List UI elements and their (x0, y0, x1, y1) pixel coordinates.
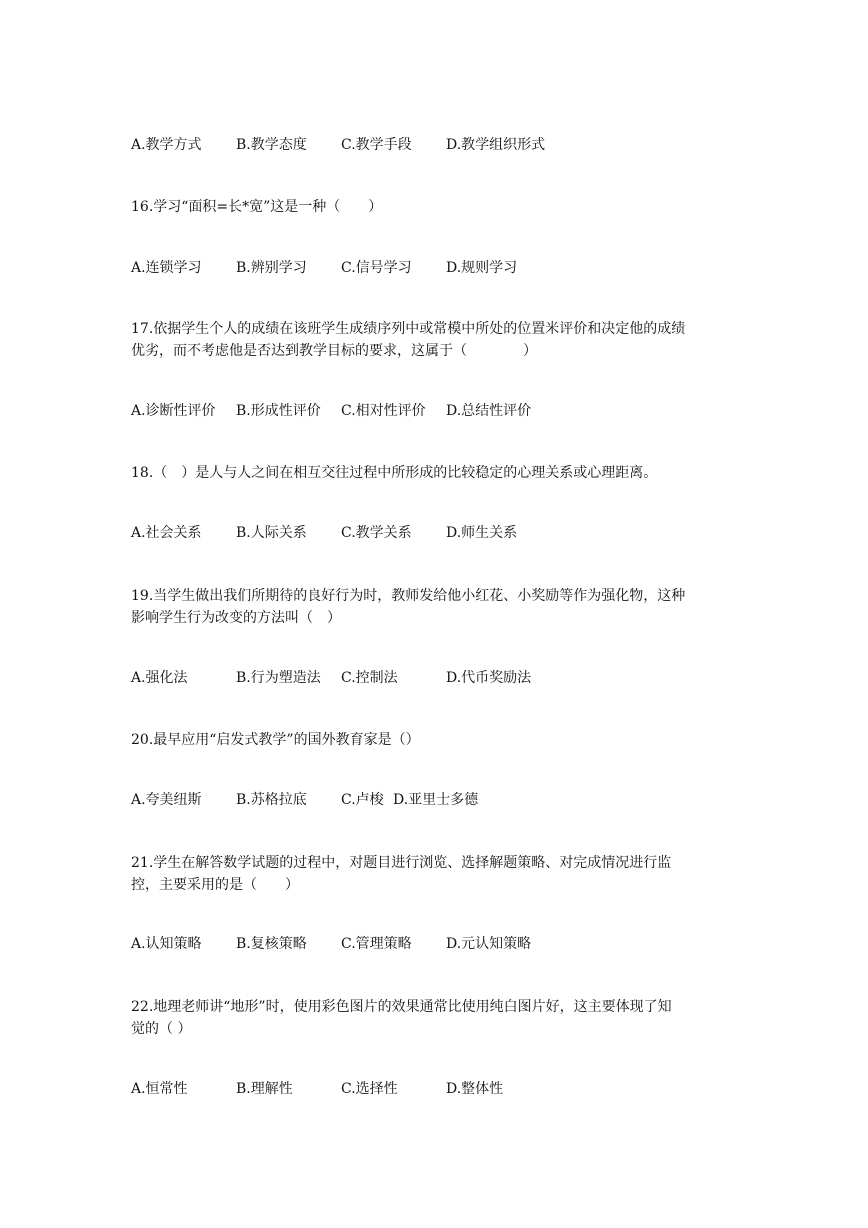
option-c: C.卢梭 (341, 792, 384, 808)
option-b: B.辨别学习 (236, 260, 307, 276)
option-c: C.教学手段 (341, 137, 412, 153)
option-a: A.认知策略 (131, 936, 202, 952)
option-d: D.总结性评价 (446, 403, 532, 419)
option-a: A.夸美纽斯 (131, 792, 202, 808)
question-18: 18.（ ）是人与人之间在相互交往过程中所形成的比较稳定的心理关系或心理距离。 (131, 465, 658, 481)
option-a: A.强化法 (131, 670, 188, 686)
question-22-line-2: 觉的（ ） (131, 1021, 192, 1037)
option-b: B.教学态度 (236, 137, 307, 153)
option-d: D.师生关系 (446, 525, 518, 541)
question-16: 16.学习“面积=长*宽”这是一种（ ） (131, 199, 383, 215)
option-b: B.复核策略 (236, 936, 307, 952)
option-b: B.苏格拉底 (236, 792, 307, 808)
option-d: D.规则学习 (446, 260, 518, 276)
option-a: A.连锁学习 (131, 260, 202, 276)
question-20: 20.最早应用“启发式教学”的国外教育家是（） (131, 732, 420, 748)
option-a: A.诊断性评价 (131, 403, 216, 419)
question-19-line-1: 19.当学生做出我们所期待的良好行为时，教师发给他小红花、小奖励等作为强化物，这种 (131, 588, 686, 604)
option-d: D.亚里士多德 (393, 792, 479, 808)
question-21-line-2: 控，主要采用的是（ ） (131, 877, 299, 893)
option-d: D.元认知策略 (446, 936, 532, 952)
option-c: C.相对性评价 (341, 403, 426, 419)
option-c: C.信号学习 (341, 260, 412, 276)
option-c: C.教学关系 (341, 525, 412, 541)
option-c: C.选择性 (341, 1081, 398, 1097)
question-17-line-1: 17.依据学生个人的成绩在该班学生成绩序列中或常模中所处的位置米评价和决定他的成绩 (131, 321, 686, 337)
option-b: B.理解性 (236, 1081, 293, 1097)
question-21-line-1: 21.学生在解答数学试题的过程中，对题目进行浏览、选择解题策略、对完成情况进行监 (131, 855, 672, 871)
question-17-line-2: 优劣，而不考虑他是否达到教学目标的要求，这属于（ ） (131, 343, 537, 359)
option-c: C.管理策略 (341, 936, 412, 952)
option-b: B.形成性评价 (236, 403, 321, 419)
option-b: B.行为塑造法 (236, 670, 321, 686)
option-d: D.代币奖励法 (446, 670, 532, 686)
question-22-line-1: 22.地理老师讲“地形”时，使用彩色图片的效果通常比使用纯白图片好，这主要体现了知 (131, 999, 672, 1015)
question-19-line-2: 影响学生行为改变的方法叫（ ） (131, 610, 341, 626)
option-a: A.恒常性 (131, 1081, 188, 1097)
option-c: C.控制法 (341, 670, 398, 686)
option-d: D.教学组织形式 (446, 137, 546, 153)
option-d: D.整体性 (446, 1081, 504, 1097)
option-a: A.教学方式 (131, 137, 202, 153)
option-a: A.社会关系 (131, 525, 202, 541)
option-b: B.人际关系 (236, 525, 307, 541)
